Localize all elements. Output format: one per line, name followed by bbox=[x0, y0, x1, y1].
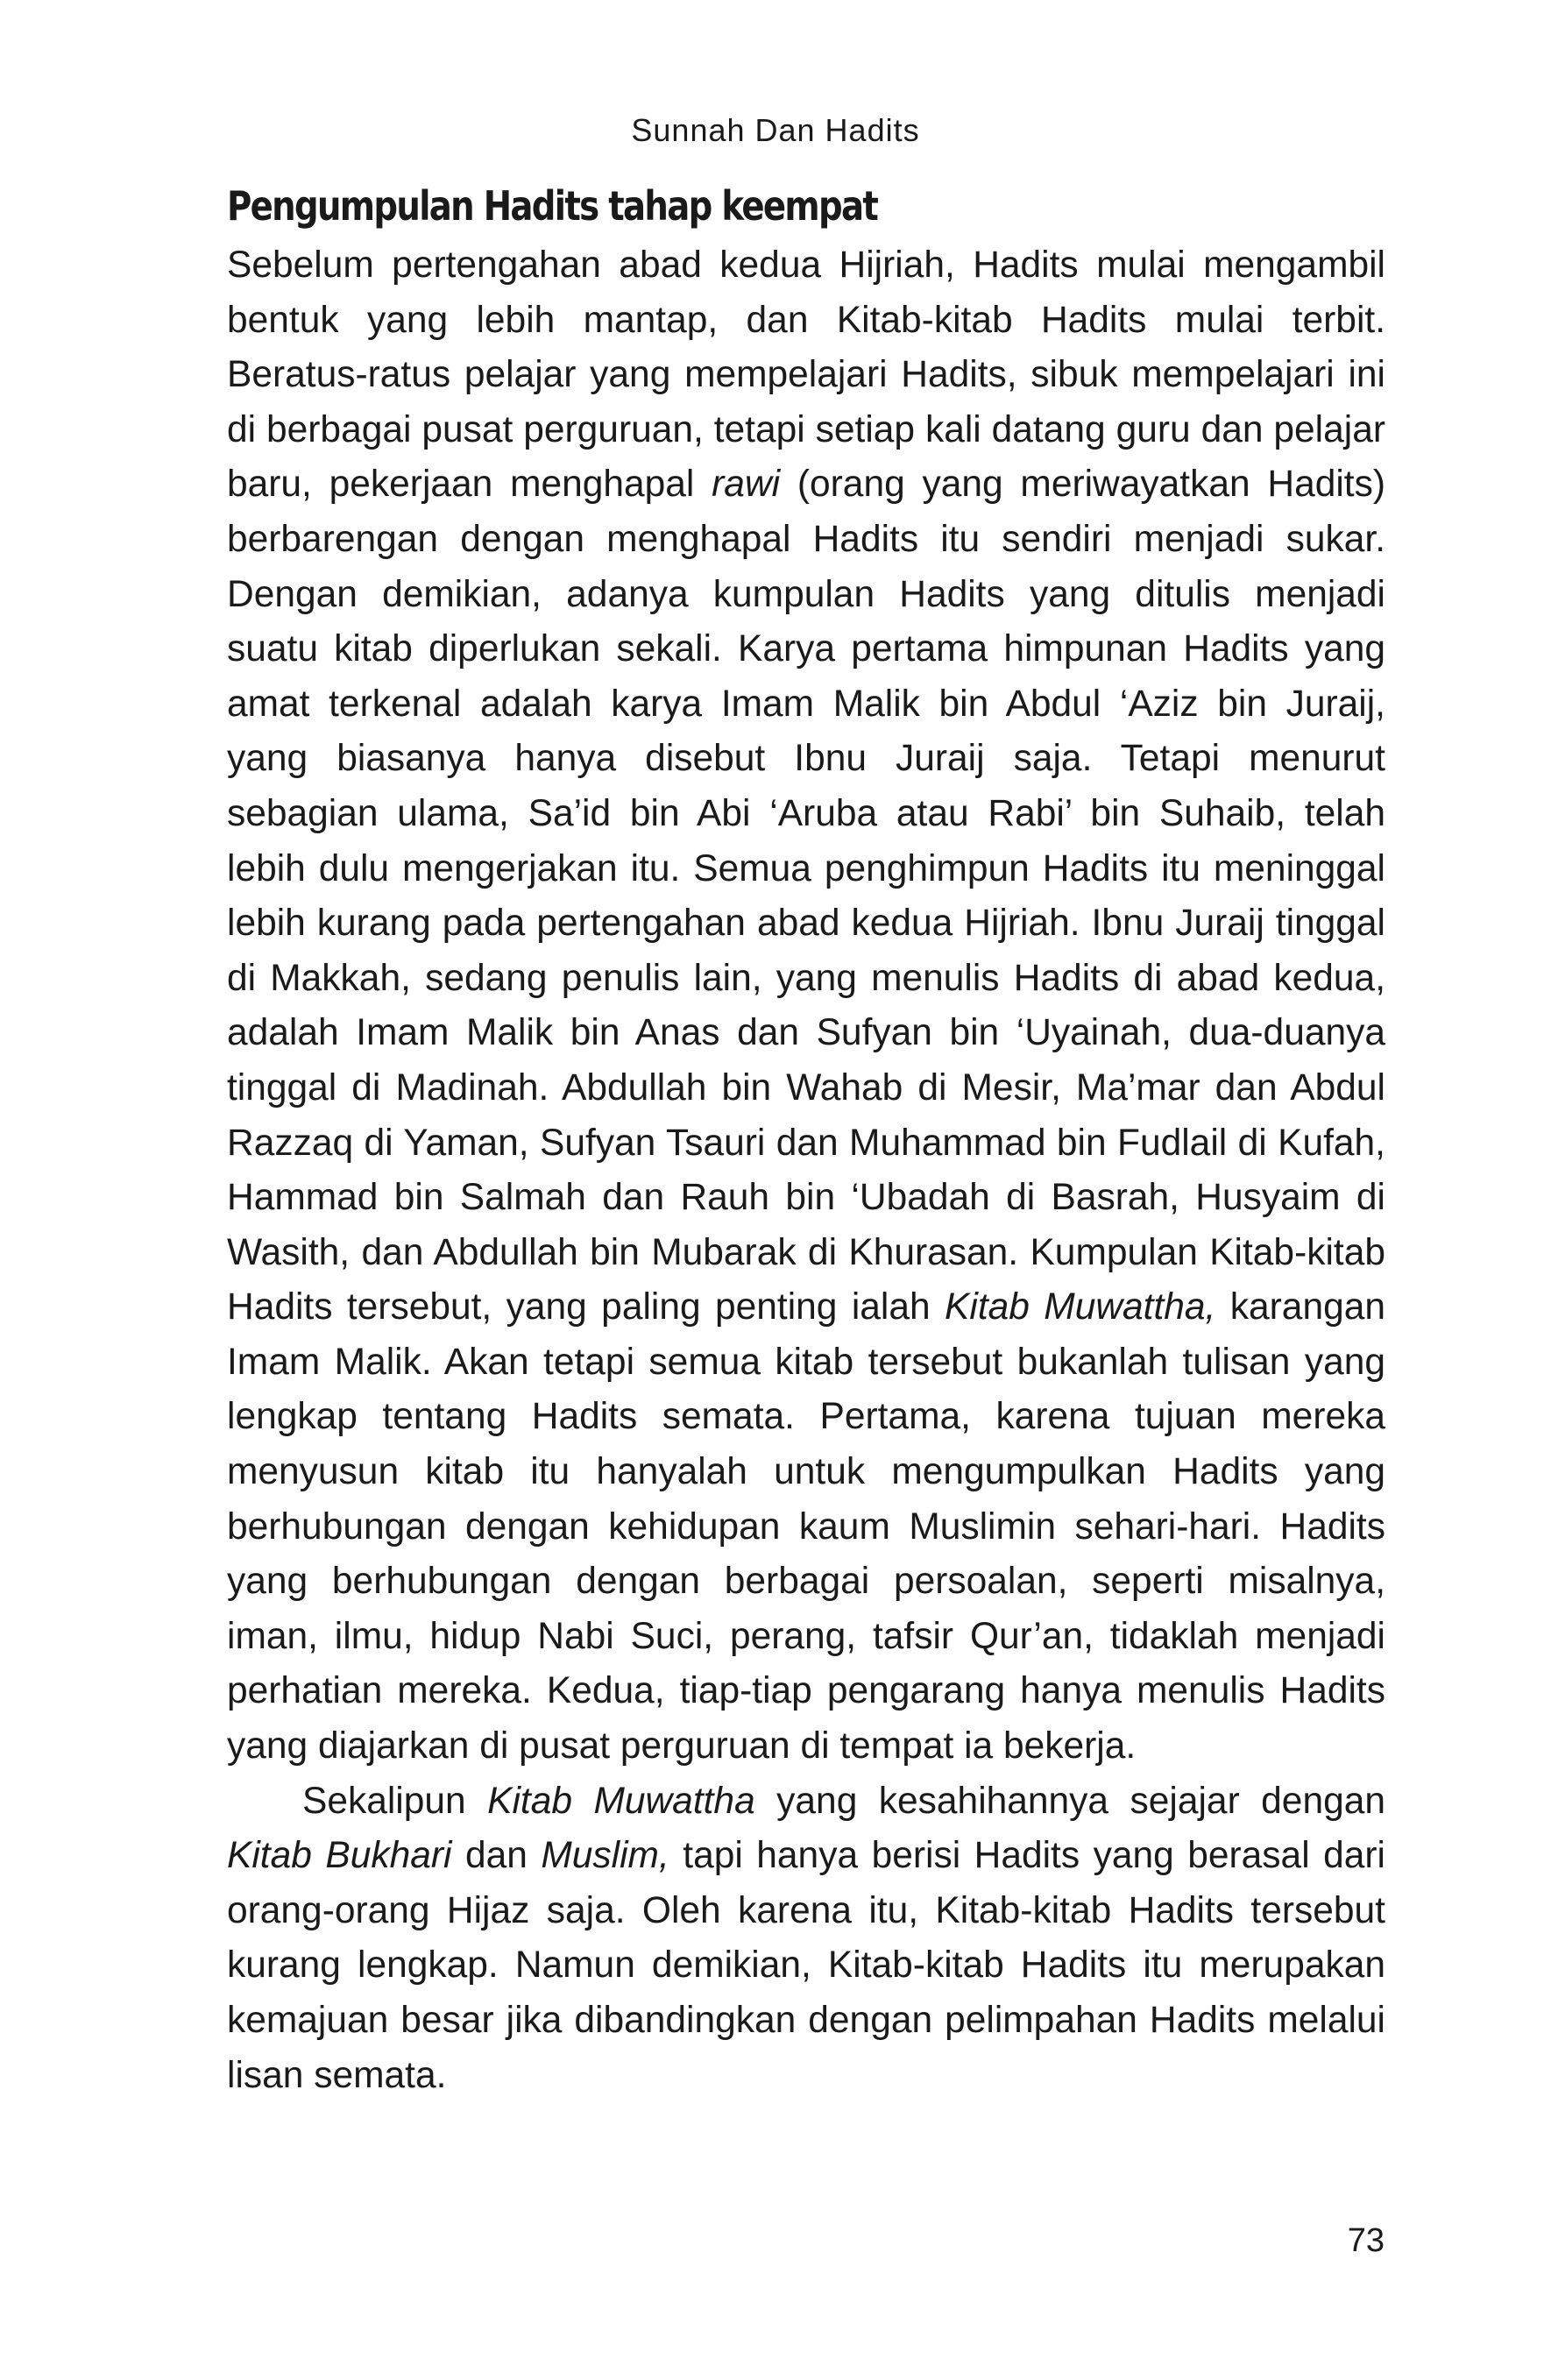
italic-term-muslim: Muslim, bbox=[541, 1835, 669, 1877]
italic-term-rawi: rawi bbox=[712, 464, 781, 506]
paragraph-2-text-4: tapi hanya berisi Hadits yang berasal dari orang-orang Hijaz saja. Oleh karena itu, Kitab-kitab Hadits tersebut kurang lengkap. Namun demikian, Kitab-kitab Hadits itu merupakan kemajuan besar jika dibandingkan dengan pelimpahan Hadits melalui lisan semata. bbox=[227, 1835, 1385, 2096]
paragraph-2-text-2: yang kesahihannya sejajar dengan bbox=[754, 1780, 1385, 1822]
section-heading: Pengumpulan Hadits tahap keempat bbox=[227, 182, 878, 230]
running-head: Sunnah Dan Hadits bbox=[631, 112, 920, 148]
paragraph-1-text-2: (orang yang meriwayatkan Hadits) berbarengan dengan menghapal Hadits itu sendiri menjadi sukar. Dengan demikian, adanya kumpulan Hadits yang ditulis menjadi suatu kitab diperlukan sekali. Karya pertama himpunan Hadits yang amat terkenal adalah karya Imam Malik bin Abdul ‘Aziz bin Juraij, yang biasanya hanya disebut Ibnu Juraij saja. Tetapi menurut sebagian ulama, Sa’id bin Abi ‘Aruba atau Rabi’ bin Suhaib, telah lebih dulu mengerjakan itu. Semua penghimpun Hadits itu meninggal lebih kurang pada pertengahan abad kedua Hijriah. Ibnu Juraij tinggal di Makkah, sedang penulis lain, yang menulis Hadits di abad kedua, adalah Imam Malik bin Anas dan Sufyan bin ‘Uyainah, dua-duanya tinggal di Madinah. Abdullah bin Wahab di Mesir, Ma’mar dan Abdul Razzaq di Yaman, Sufyan Tsauri dan Muhammad bin Fudlail di Kufah, Hammad bin Salmah dan Rauh bin ‘Ubadah di Basrah, Husyaim di Wasith, dan Abdullah bin Mubarak di Khurasan. Kumpulan Kitab-kitab Hadits tersebut, yang paling penting ialah bbox=[227, 464, 1385, 1328]
paragraph-2 bbox=[227, 1774, 1385, 2104]
paragraph-2-text-3: dan bbox=[451, 1835, 542, 1877]
paragraph-2-text-1: Sekalipun bbox=[302, 1780, 488, 1822]
page-number: 73 bbox=[1347, 2222, 1385, 2259]
italic-term-kitab-muwattha-2: Kitab Muwattha bbox=[487, 1780, 755, 1822]
italic-term-kitab-muwattha: Kitab Muwattha, bbox=[945, 1286, 1216, 1328]
paragraph-1 bbox=[227, 238, 1385, 1774]
paragraph-1-text-1: Sebelum pertengahan abad kedua Hijriah, Hadits mulai mengambil bentuk yang lebih mantap, dan Kitab-kitab Hadits mulai terbit. Beratus-ratus pelajar yang mempelajari Hadits, sibuk mempelajari ini di berbagai pusat perguruan, tetapi setiap kali datang guru dan pelajar baru, pekerjaan menghapal bbox=[227, 244, 1385, 506]
body-text bbox=[227, 238, 1385, 2103]
italic-term-kitab-bukhari: Kitab Bukhari bbox=[227, 1835, 452, 1877]
paragraph-1-text-3: karangan Imam Malik. Akan tetapi semua kitab tersebut bukanlah tulisan yang lengkap tentang Hadits semata. Pertama, karena tujuan mereka menyusun kitab itu hanyalah untuk mengumpulkan Hadits yang berhubungan dengan kehidupan kaum Muslimin sehari-hari. Hadits yang berhubungan dengan berbagai persoalan, seperti misalnya, iman, ilmu, hidup Nabi Suci, perang, tafsir Qur’an, tidaklah menjadi perhatian mereka. Kedua, tiap-tiap pengarang hanya menulis Hadits yang diajarkan di pusat perguruan di tempat ia bekerja. bbox=[227, 1286, 1385, 1767]
